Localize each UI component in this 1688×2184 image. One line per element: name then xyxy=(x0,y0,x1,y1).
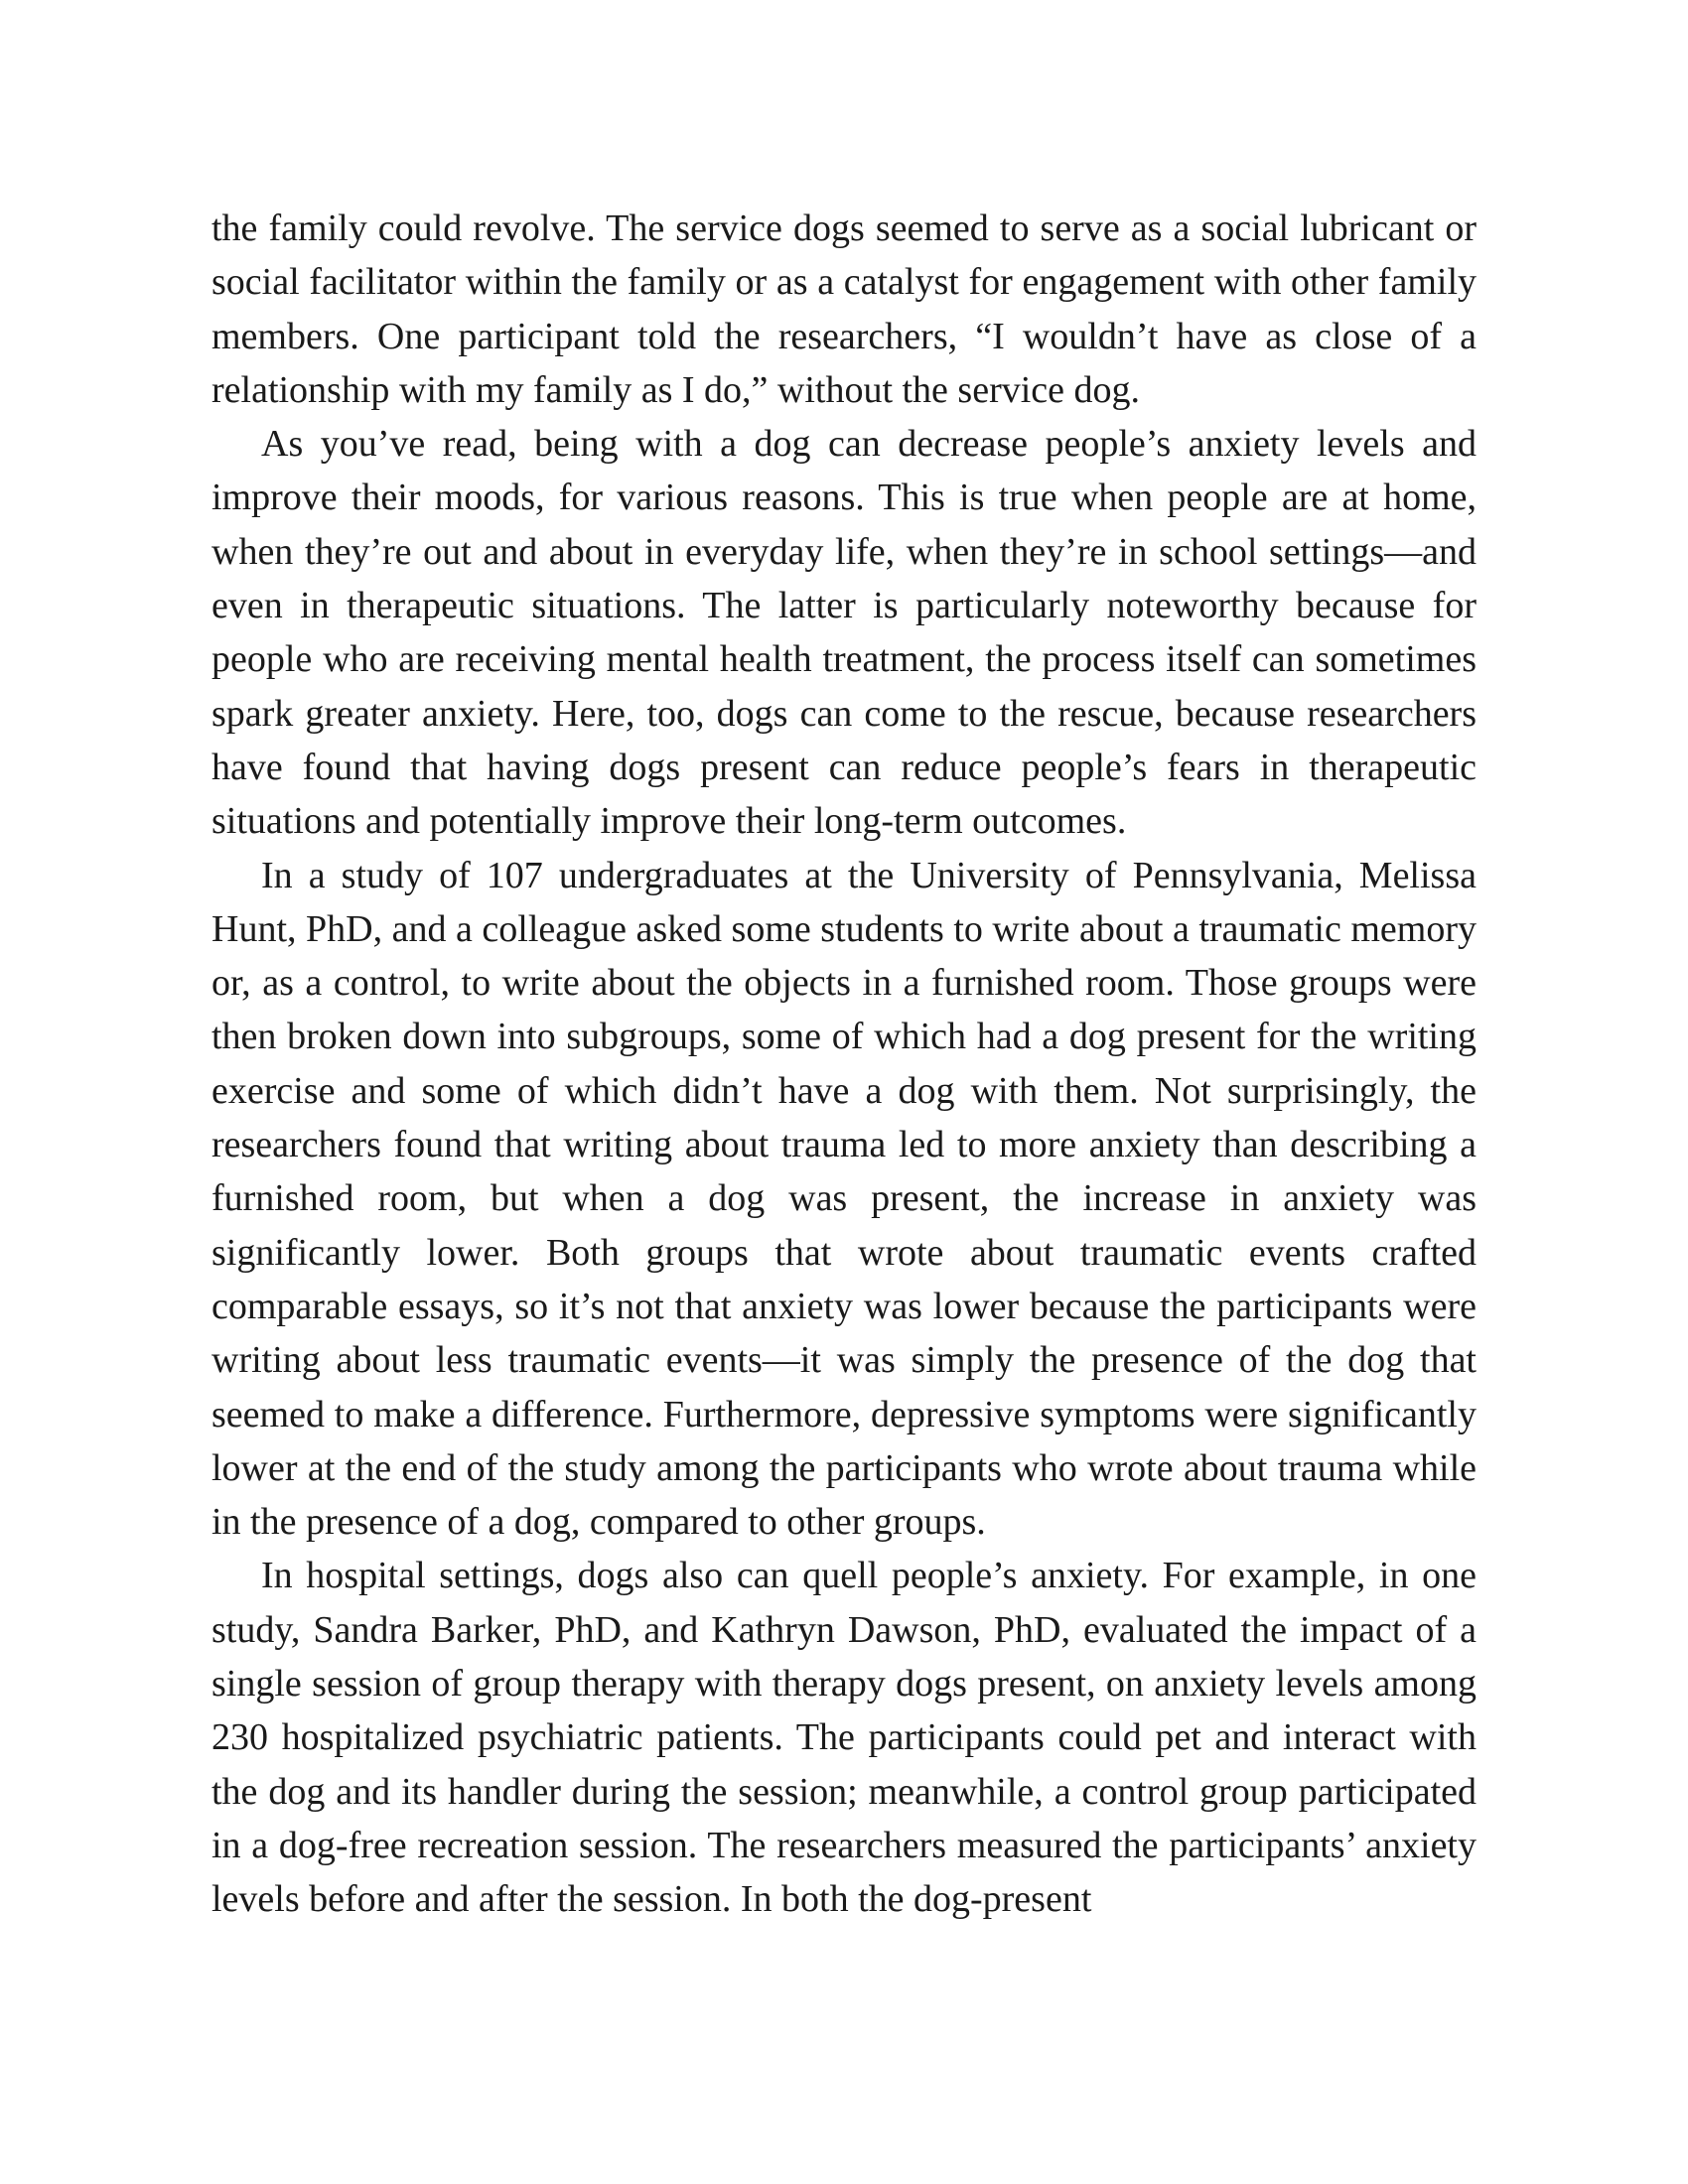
body-text xyxy=(211,202,1477,1927)
paragraph-hospital-settings: In hospital settings, dogs also can quell people’s anxiety. For example, in one study, Sandra Barker, PhD, and Kathryn Dawson, PhD, evaluated the impact of a single session of group therapy with therapy dogs present, on anxiety levels among 230 hospitalized psychiatric patients. The participants could pet and interact with the dog and its handler during the session; meanwhile, a control group participated in a dog-free recreation session. The researchers measured the participants’ anxiety levels before and after the session. In both the dog-present xyxy=(211,1555,1477,1921)
paragraph-penn-study: In a study of 107 undergraduates at the University of Pennsylvania, Melissa Hunt, PhD, and a colleague asked some students to write about a traumatic memory or, as a control, to write about the objects in a furnished room. Those groups were then broken down into subgroups, some of which had a dog present for the writing exercise and some of which didn’t have a dog with them. Not surprisingly, the researchers found that writing about trauma led to more anxiety than describing a furnished room, but when a dog was present, the increase in anxiety was significantly lower. Both groups that wrote about traumatic events crafted comparable essays, so it’s not that anxiety was lower because the participants were writing about less traumatic events—it was simply the presence of the dog that seemed to make a difference. Furthermore, depressive symptoms were significantly lower at the end of the study among the participants who wrote about trauma while in the presence of a dog, compared to other groups. xyxy=(211,854,1477,1544)
paragraph-continuation: the family could revolve. The service dogs seemed to serve as a social lubricant or social facilitator within the family or as a catalyst for engagement with other family members. One participant told the researchers, “I wouldn’t have as close of a relationship with my family as I do,” without the service dog. xyxy=(211,207,1477,411)
paragraph-anxiety-moods: As you’ve read, being with a dog can decrease people’s anxiety levels and improve their moods, for various reasons. This is true when people are at home, when they’re out and about in everyday life, when they’re in school settings—and even in therapeutic situations. The latter is particularly noteworthy because for people who are receiving mental health treatment, the process itself can sometimes spark greater anxiety. Here, too, dogs can come to the rescue, because researchers have found that having dogs present can reduce people’s fears in therapeutic situations and potentially improve their long-term outcomes. xyxy=(211,423,1477,843)
